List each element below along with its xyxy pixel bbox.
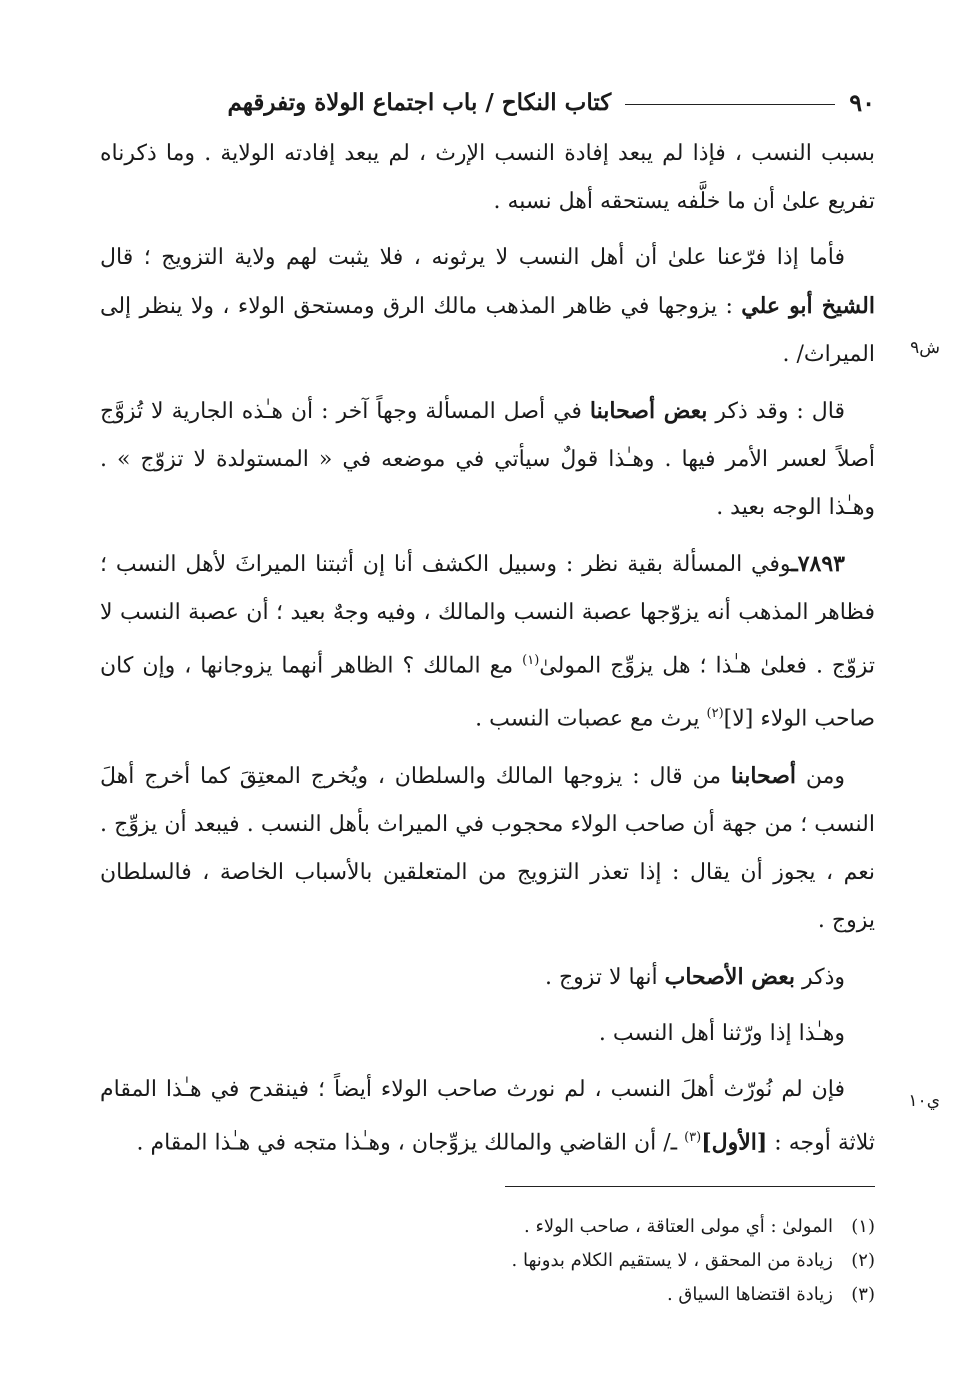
footnote-ref: (١) xyxy=(522,653,540,668)
header-rule xyxy=(625,104,835,105)
bold-name: أصحابنا xyxy=(730,762,797,789)
footnote-text: زيادة من المحقق ، لا يستقيم الكلام بدونها . xyxy=(511,1250,833,1271)
running-title: كتاب النكاح / باب اجتماع الولاة وتفرقهم xyxy=(227,88,612,116)
paragraph xyxy=(100,234,875,379)
paragraph-text: من قال : يزوجها المالك والسلطان ، ويُخرج المعتِقَ كما أخرج أهلَ النسب ؛ من جهة أن صاحب الولاء محجوب في الميراث بأهل النسب . فيبعد أن يزوِّج . نعم ، يجوز أن يقال : إذا تعذر التزويج من المتعلقين بالأسباب الخاصة ، فالسلطان يزوج . xyxy=(100,763,875,933)
page-number: ٩٠ xyxy=(849,87,875,117)
paragraph xyxy=(100,752,875,945)
footnote-number: (١) xyxy=(851,1216,875,1237)
footnotes xyxy=(100,1210,875,1312)
footnote-separator xyxy=(505,1186,875,1187)
footnote-ref: (٢) xyxy=(706,706,724,722)
paragraph-text: وذكر xyxy=(801,964,845,990)
paragraph-text: فأما إذا فرّعنا علىٰ أن أهل النسب لا يرثونه ، فلا يثبت لهم ولاية التزويج ؛ قال xyxy=(100,245,845,270)
footnote-text: المولىٰ : أي مولى العتاقة ، صاحب الولاء . xyxy=(524,1216,833,1237)
bold-insert: [الأول] xyxy=(701,1128,768,1155)
footnote-number: (٣) xyxy=(851,1284,875,1305)
margin-note: ي١٠ xyxy=(908,1091,940,1111)
paragraph xyxy=(100,130,875,226)
margin-note: ش٩ xyxy=(910,338,940,358)
issue-number: ٧٨٩٣ـ xyxy=(791,551,845,577)
paragraph-text: وهـٰذا إذا ورّثنا أهل النسب . xyxy=(598,1020,845,1046)
paragraph-text: مع المالك ؟ الظاهر أنهما يزوجانها ، وإن كان صاحب الولاء [لا] xyxy=(100,653,875,732)
running-header xyxy=(100,82,875,122)
footnote-number: (٢) xyxy=(851,1250,875,1271)
paragraph-text: ومن xyxy=(805,763,846,789)
paragraph xyxy=(100,387,875,532)
paragraph-text: : يزوجها في ظاهر المذهب مالك الرق ومستحق الولاء ، ولا ينظر إلى الميراث/ . xyxy=(100,294,875,367)
paragraph-text: يرث مع عصبات النسب . xyxy=(475,706,700,732)
paragraph xyxy=(100,1066,875,1167)
main-text xyxy=(100,130,875,1175)
paragraph-text: قال : وقد ذكر xyxy=(715,399,845,424)
paragraph-text: وفي المسألة بقية نظر : وسبيل الكشف أنا إن أثبتنا الميراثَ لأهل النسب ؛ فظاهر المذهب أنه يزوّجها عصبة النسب والمالك ، وفيه وجهٌ بعيد ؛ أن عصبة النسب لا تزوّج . فعلىٰ هـٰذا ؛ هل يزوِّج المولىٰ xyxy=(100,552,876,679)
footnote-ref: (٣) xyxy=(684,1129,702,1145)
paragraph xyxy=(100,953,875,1002)
bold-name: بعض الأصحاب xyxy=(664,963,795,990)
paragraph-text: فإن لم نُورّث أهلَ النسب ، لم نورث صاحب الولاء أيضاً ؛ فينقدح في هـٰذا المقام ثلاثة أوجه : xyxy=(100,1076,875,1155)
paragraph-text: بسبب النسب ، فإذا لم يبعد إفادة النسب الإرث ، لم يبعد إفادته الولاية . وما ذكرناه تفريع علىٰ أن ما خلَّفه يستحقه أهل نسبه . xyxy=(100,141,875,214)
bold-name: الشيخ أبو علي xyxy=(741,293,875,319)
paragraph xyxy=(100,1010,875,1058)
footnote xyxy=(100,1210,875,1244)
paragraph xyxy=(100,540,875,744)
bold-name: بعض أصحابنا xyxy=(589,398,708,424)
footnote xyxy=(100,1278,875,1312)
paragraph-text: ـ/ أن القاضي والمالك يزوِّجان ، وهـٰذا متجه في هـٰذا المقام . xyxy=(136,1129,678,1155)
paragraph-text: في أصل المسألة وجهاً آخر : أن هـٰذه الجارية لا تُزوَّج أصلاً لعسر الأمر فيها . وهـٰذا قولٌ سيأتي في موضعه في « المستولدة لا تزوّج » . وهـٰذا الوجه بعيد . xyxy=(100,399,875,520)
footnote xyxy=(100,1244,875,1278)
footnote-text: زيادة اقتضاها السياق . xyxy=(666,1284,833,1305)
paragraph-text: أنها لا تزوج . xyxy=(544,964,658,990)
